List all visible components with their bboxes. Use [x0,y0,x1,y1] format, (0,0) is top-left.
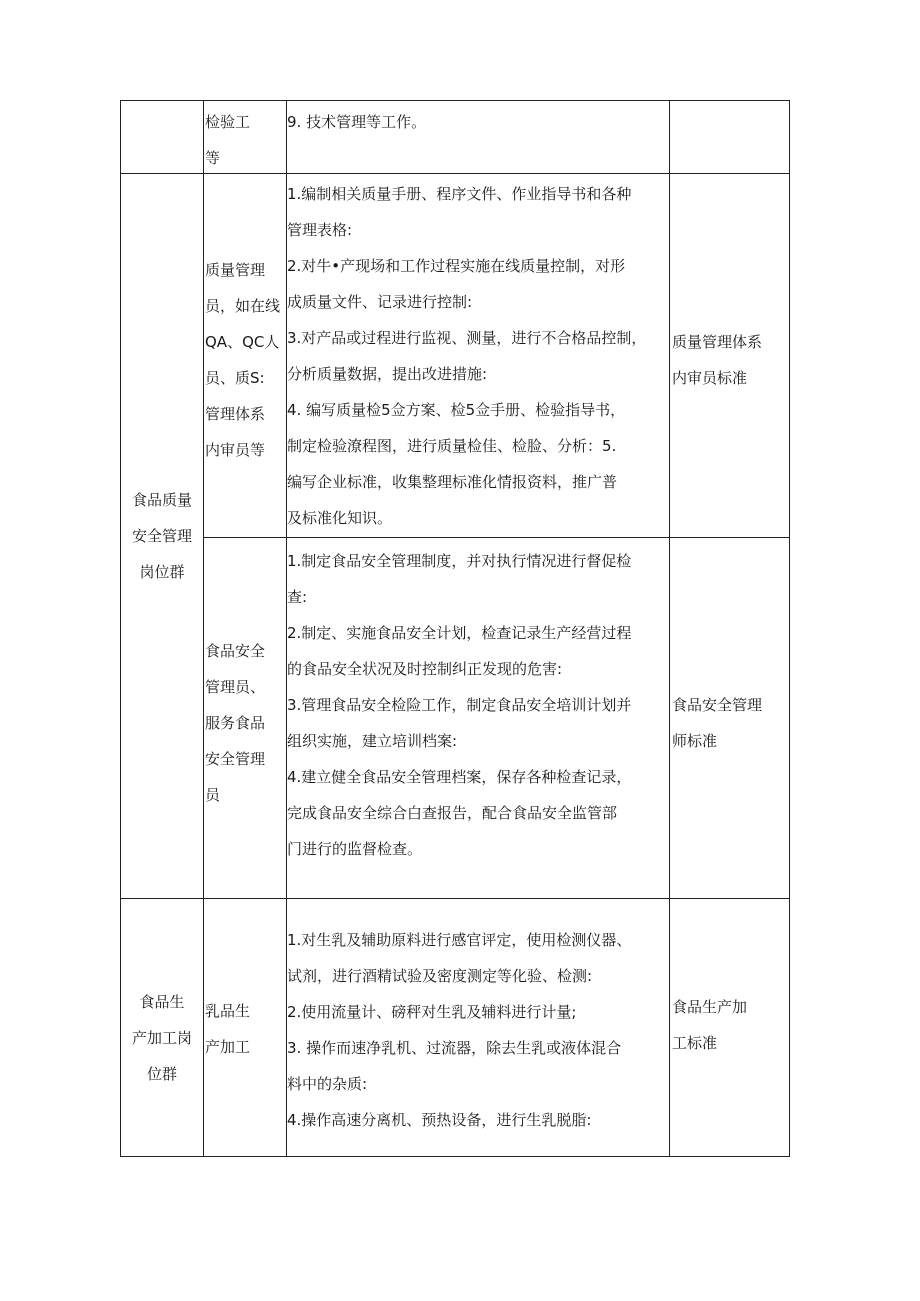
row4-duties-cell: 1.对生乳及辅助原料进行感官评定，使用检测仪器、 试剂，进行酒精试验及密度测定等化验、检测: 2.使用流量计、磅秤对生乳及辅料进行计量; 3. 操作而速净乳机、过流器，除去生乳或液体混合 料中的杂质: 4.操作高速分离机、预热设备，进行生乳脱脂: [287,931,632,1129]
table-border-top [120,100,790,101]
group-food-quality-safety: 食品质量 安全管理 岗位群 [131,491,192,581]
table-col-divider-1 [203,100,204,1157]
table-border-left [120,100,121,1157]
table-row-divider-1 [120,173,790,174]
table-row-divider-3 [120,898,790,899]
row4-position-cell: 乳品生 产加工 [205,1002,251,1056]
row2-position-cell: 质量管理 员，如在线 QA、QC人 员、质S: 管理体系 内审员等 [205,261,281,459]
table-border-right [789,100,790,1157]
row2-duties-cell: 1.编制相关质量手册、程序文件、作业指导书和各种 管理表格: 2.对牛•产现场和工作过程实施在线质量控制，对形 成质量文件、记录进行控制: 3.对产品或过程进行监视、测量，进行不合格品控制， 分析质量数据，提出改进措施: 4. 编写质量检5佥方案、检5佥手册、检验指导书， 制定检验潦程图，进行质量检佳、检脸、分析：5. 编写企业标准，收集整理标准化情报资料，推广普 及标准化知识。 [287,185,647,527]
row1-duties-cell: 9. 技术管理等工作。 [287,113,427,131]
row4-standard-cell: 食品生产加 工标准 [672,998,748,1052]
table-col-divider-2 [286,100,287,1157]
table-col-divider-3 [669,100,670,1157]
table-border-bottom [120,1156,790,1157]
row1-position-cell: 检验工 等 [205,113,251,167]
row3-standard-cell: 食品安全管理 师标准 [672,696,763,750]
group-food-production: 食品生 产加工岗 位群 [131,993,192,1083]
table-row-divider-2 [203,537,790,538]
row3-duties-cell: 1.制定食品安全管理制度，并对执行情况进行督促检 查: 2.制定、实施食品安全计划，检查记录生产经营过程 的食品安全状况及时控制纠正发现的危害: 3.管理食品安全检险工作，制定食品安全培训计划并 组织实施，建立培训档案: 4.建立健全食品安全管理档案，保存各种检查记录， 完成食品安全综合白查报告，配合食品安全监管部 门进行的监督检查。 [287,552,632,858]
row2-standard-cell: 质量管理体系 内审员标准 [672,333,763,387]
row3-position-cell: 食品安全 管理员、 服务食品 安全管理 员 [205,642,266,804]
